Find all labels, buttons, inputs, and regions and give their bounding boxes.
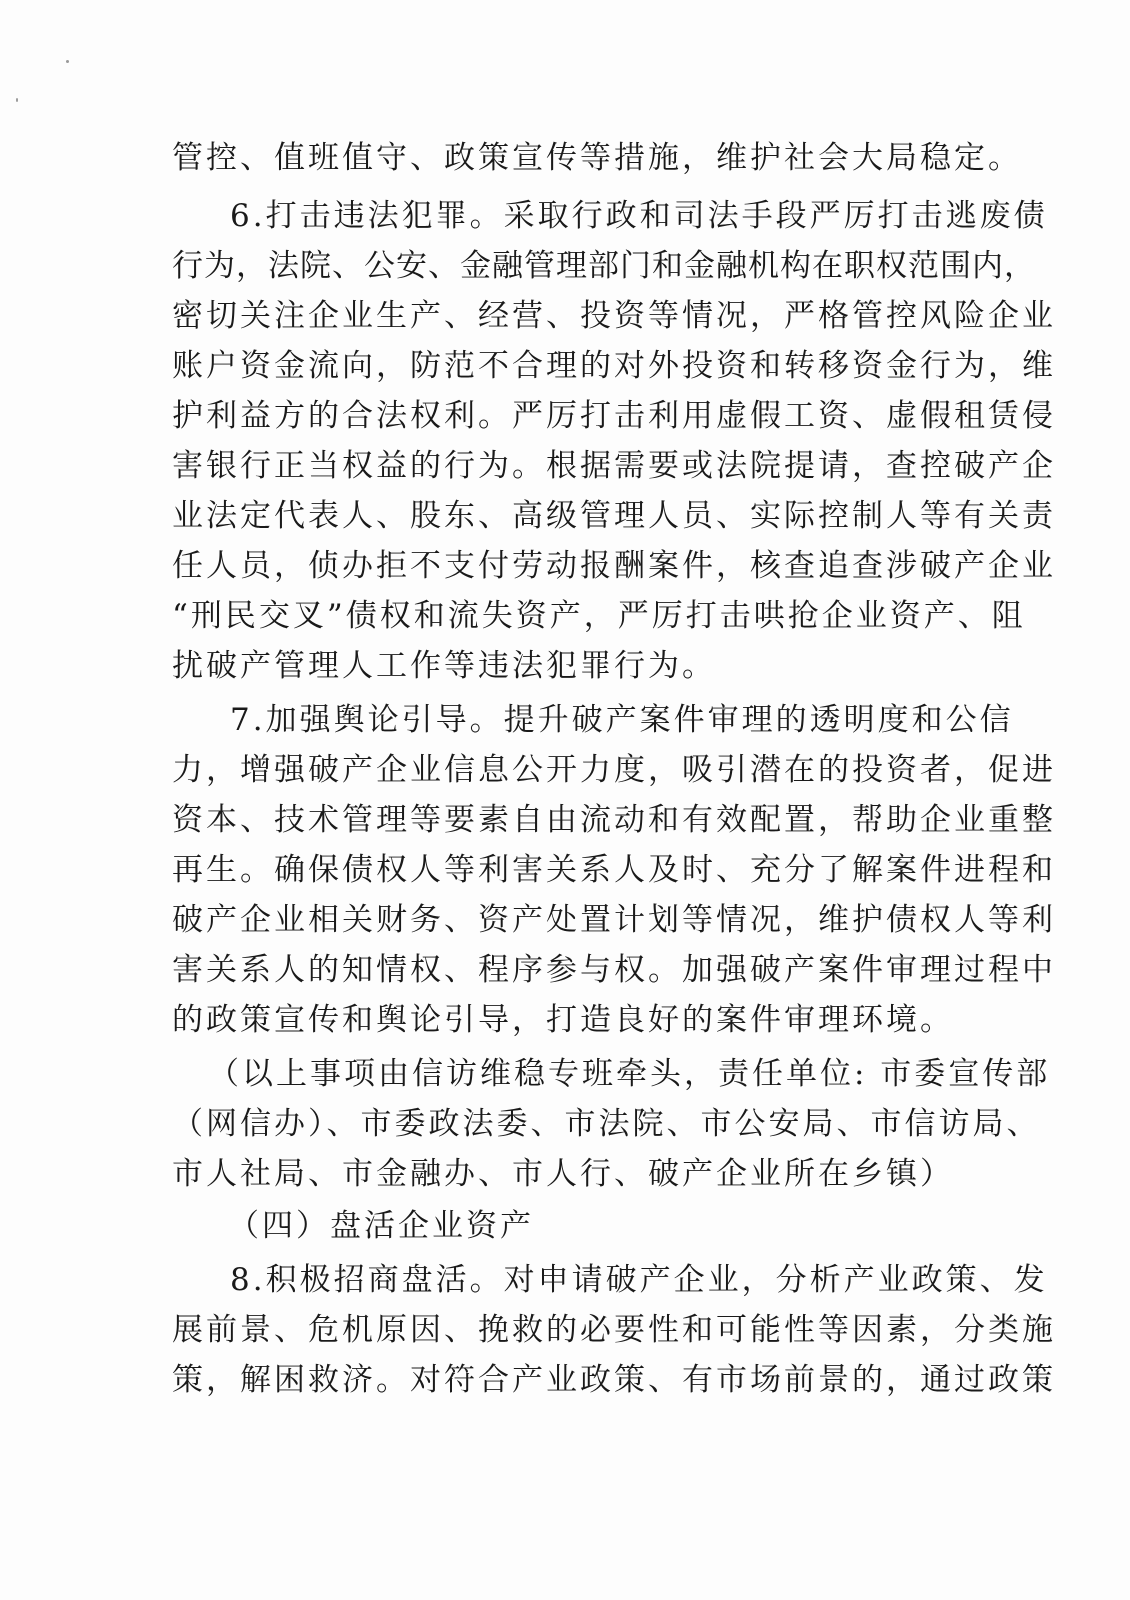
text-line: 害关系人的知情权、程序参与权。加强破产案件审理过程中: [172, 952, 1056, 988]
text-line: 账户资金流向，防范不合理的对外投资和转移资金行为，维: [172, 348, 1056, 384]
scan-speck: [16, 98, 18, 102]
section-heading: （四）盘活企业资产: [228, 1208, 534, 1244]
text-line: 业法定代表人、股东、高级管理人员、实际控制人等有关责: [172, 498, 1056, 534]
text-line: 展前景、危机原因、挽救的必要性和可能性等因素，分类施: [172, 1312, 1056, 1348]
paragraph-first-line: 7.加强舆论引导。提升破产案件审理的透明度和公信: [230, 702, 1014, 738]
text-line: 管控、值班值守、政策宣传等措施，维护社会大局稳定。: [172, 140, 1022, 176]
text-line: 行为，法院、公安、金融管理部门和金融机构在职权范围内，: [172, 248, 1036, 284]
text-line: “刑民交叉”债权和流失资产，严厉打击哄抢企业资产、阻: [172, 598, 1026, 634]
text-line: 护利益方的合法权利。严厉打击利用虚假工资、虚假租赁侵: [172, 398, 1056, 434]
responsibility-note-line: （以上事项由信访维稳专班牵头，责任单位: 市委宣传部: [208, 1056, 1051, 1092]
text-line: 任人员，侦办拒不支付劳动报酬案件，核查追查涉破产企业: [172, 548, 1056, 584]
paragraph-first-line: 6.打击违法犯罪。采取行政和司法手段严厉打击逃废债: [230, 198, 1048, 234]
text-line: 扰破产管理人工作等违法犯罪行为。: [172, 648, 716, 684]
text-line: 的政策宣传和舆论引导，打造良好的案件审理环境。: [172, 1002, 954, 1038]
responsibility-note-line: 市人社局、市金融办、市人行、破产企业所在乡镇）: [172, 1156, 954, 1192]
responsibility-note-line: （网信办）、市委政法委、市法院、市公安局、市信访局、: [172, 1106, 1041, 1142]
text-line: 策，解困救济。对符合产业政策、有市场前景的，通过政策: [172, 1362, 1056, 1398]
text-line: 害银行正当权益的行为。根据需要或法院提请，查控破产企: [172, 448, 1056, 484]
text-line: 再生。确保债权人等利害关系人及时、充分了解案件进程和: [172, 852, 1056, 888]
text-line: 破产企业相关财务、资产处置计划等情况，维护债权人等利: [172, 902, 1056, 938]
text-line: 力，增强破产企业信息公开力度，吸引潜在的投资者，促进: [172, 752, 1056, 788]
text-line: 密切关注企业生产、经营、投资等情况，严格管控风险企业: [172, 298, 1056, 334]
text-line: 资本、技术管理等要素自由流动和有效配置，帮助企业重整: [172, 802, 1056, 838]
scan-speck: [66, 60, 69, 63]
paragraph-first-line: 8.积极招商盘活。对申请破产企业，分析产业政策、发: [230, 1262, 1048, 1298]
